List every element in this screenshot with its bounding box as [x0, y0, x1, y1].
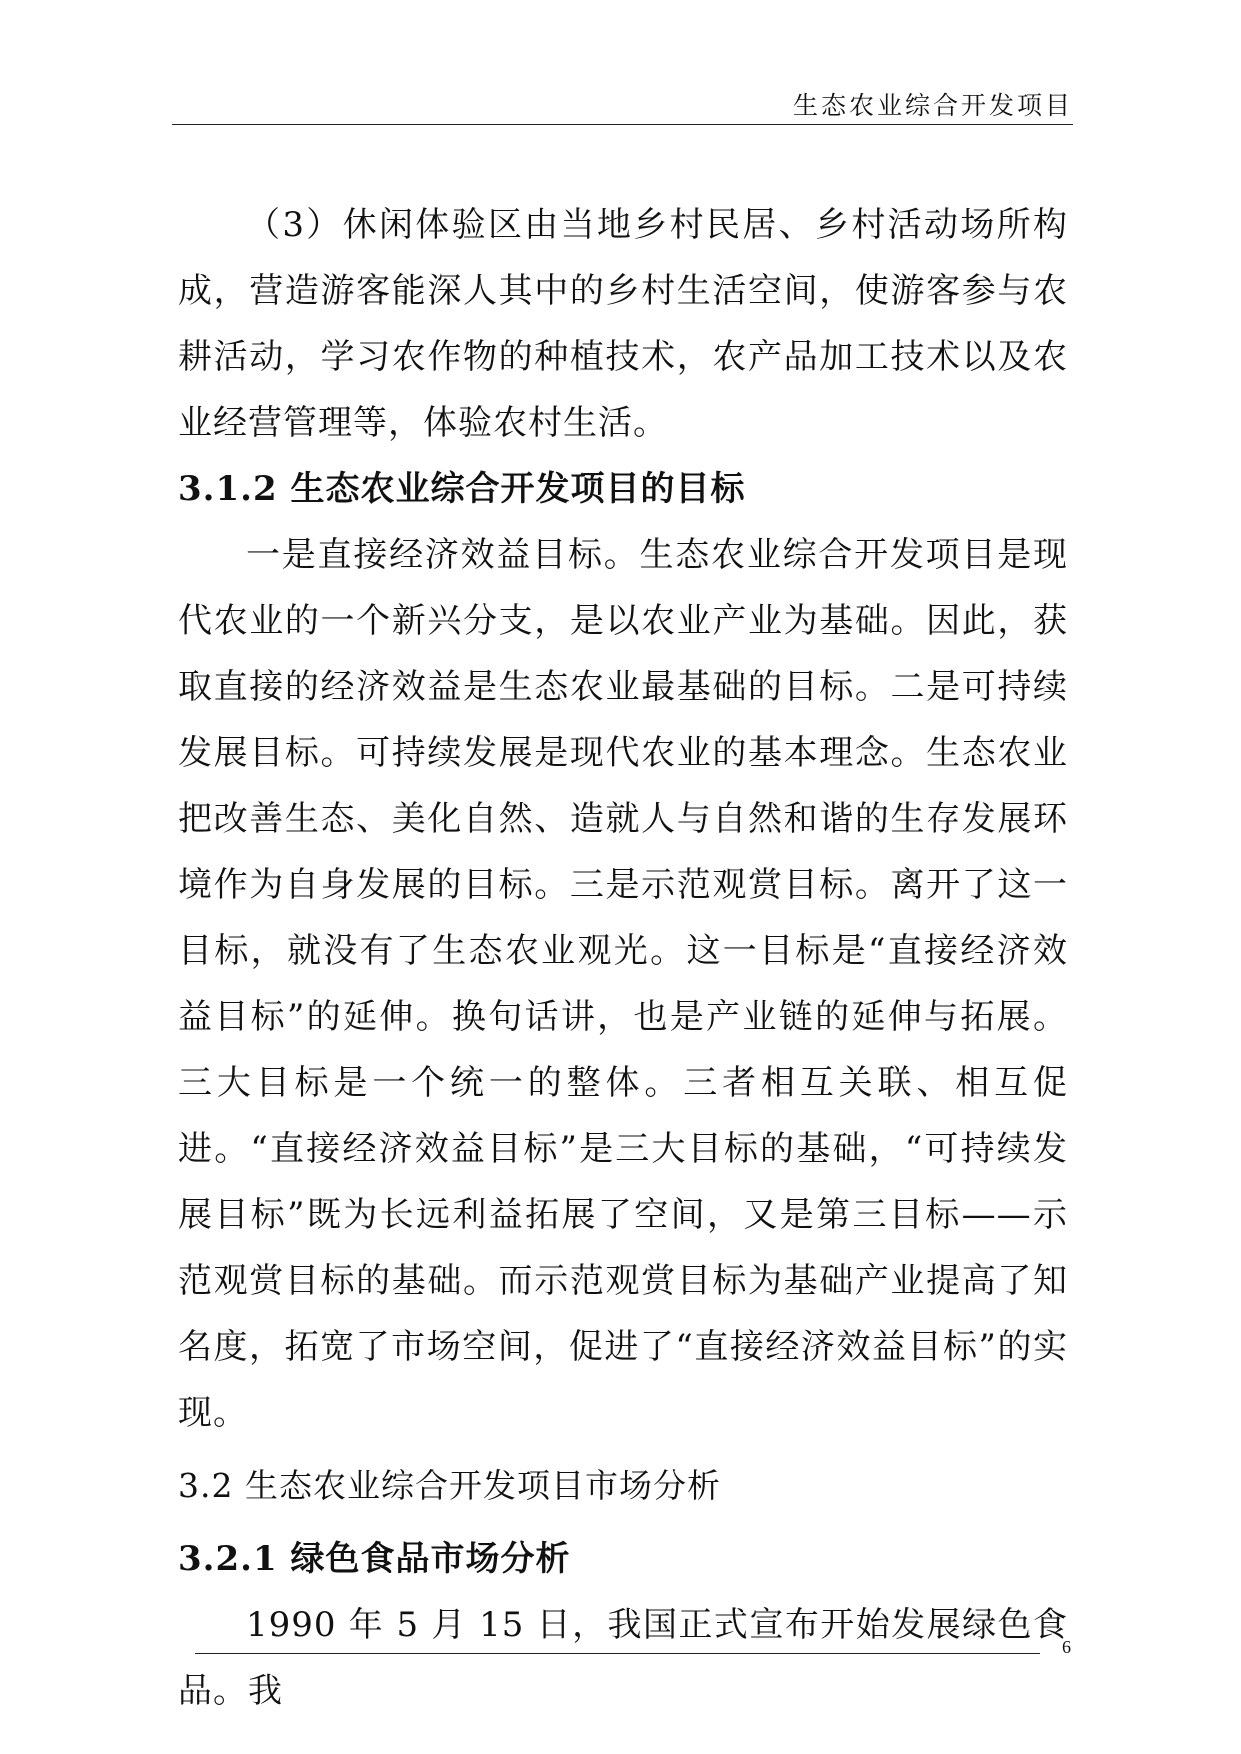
running-header-title: 生态农业综合开发项目: [792, 91, 1073, 120]
section-heading-3-1-2: 3.1.2 生态农业综合开发项目的目标: [178, 469, 746, 509]
header-divider: [172, 124, 1073, 125]
page-body: [178, 192, 1068, 1724]
paragraph-green-food-market: 1990 年 5 月 15 日，我国正式宣布开始发展绿色食品。我: [178, 1605, 1068, 1711]
paragraph-project-goals: 一是直接经济效益目标。生态农业综合开发项目是现代农业的一个新兴分支，是以农业产业为基础。因此，获取直接的经济效益是生态农业最基础的目标。二是可持续发展目标。可持续发展是现代农业的基本理念。生态农业把改善生态、美化自然、造就人与自然和谐的生存发展环境作为自身发展的目标。三是示范观赏目标。离开了这一目标，就没有了生态农业观光。这一目标是“直接经济效益目标”的延伸。换句话讲，也是产业链的延伸与拓展。三大目标是一个统一的整体。三者相互关联、相互促进。“直接经济效益目标”是三大目标的基础，“可持续发展目标”既为长远利益拓展了空间，又是第三目标——示范观赏目标的基础。而示范观赏目标为基础产业提高了知名度，拓宽了市场空间，促进了“直接经济效益目标”的实现。: [178, 535, 1068, 1433]
footer-divider: [195, 1653, 1040, 1654]
section-heading-3-2: 3.2 生态农业综合开发项目市场分析: [178, 1466, 721, 1505]
page-number: 6: [1062, 1637, 1071, 1657]
paragraph-leisure-experience-zone: （3）休闲体验区由当地乡村民居、乡村活动场所构成，营造游客能深人其中的乡村生活空间，使游客参与农耕活动，学习农作物的种植技术，农产品加工技术以及农业经营管理等，体验农村生活。: [178, 205, 1068, 443]
section-heading-3-2-1: 3.2.1 绿色食品市场分析: [178, 1539, 571, 1579]
